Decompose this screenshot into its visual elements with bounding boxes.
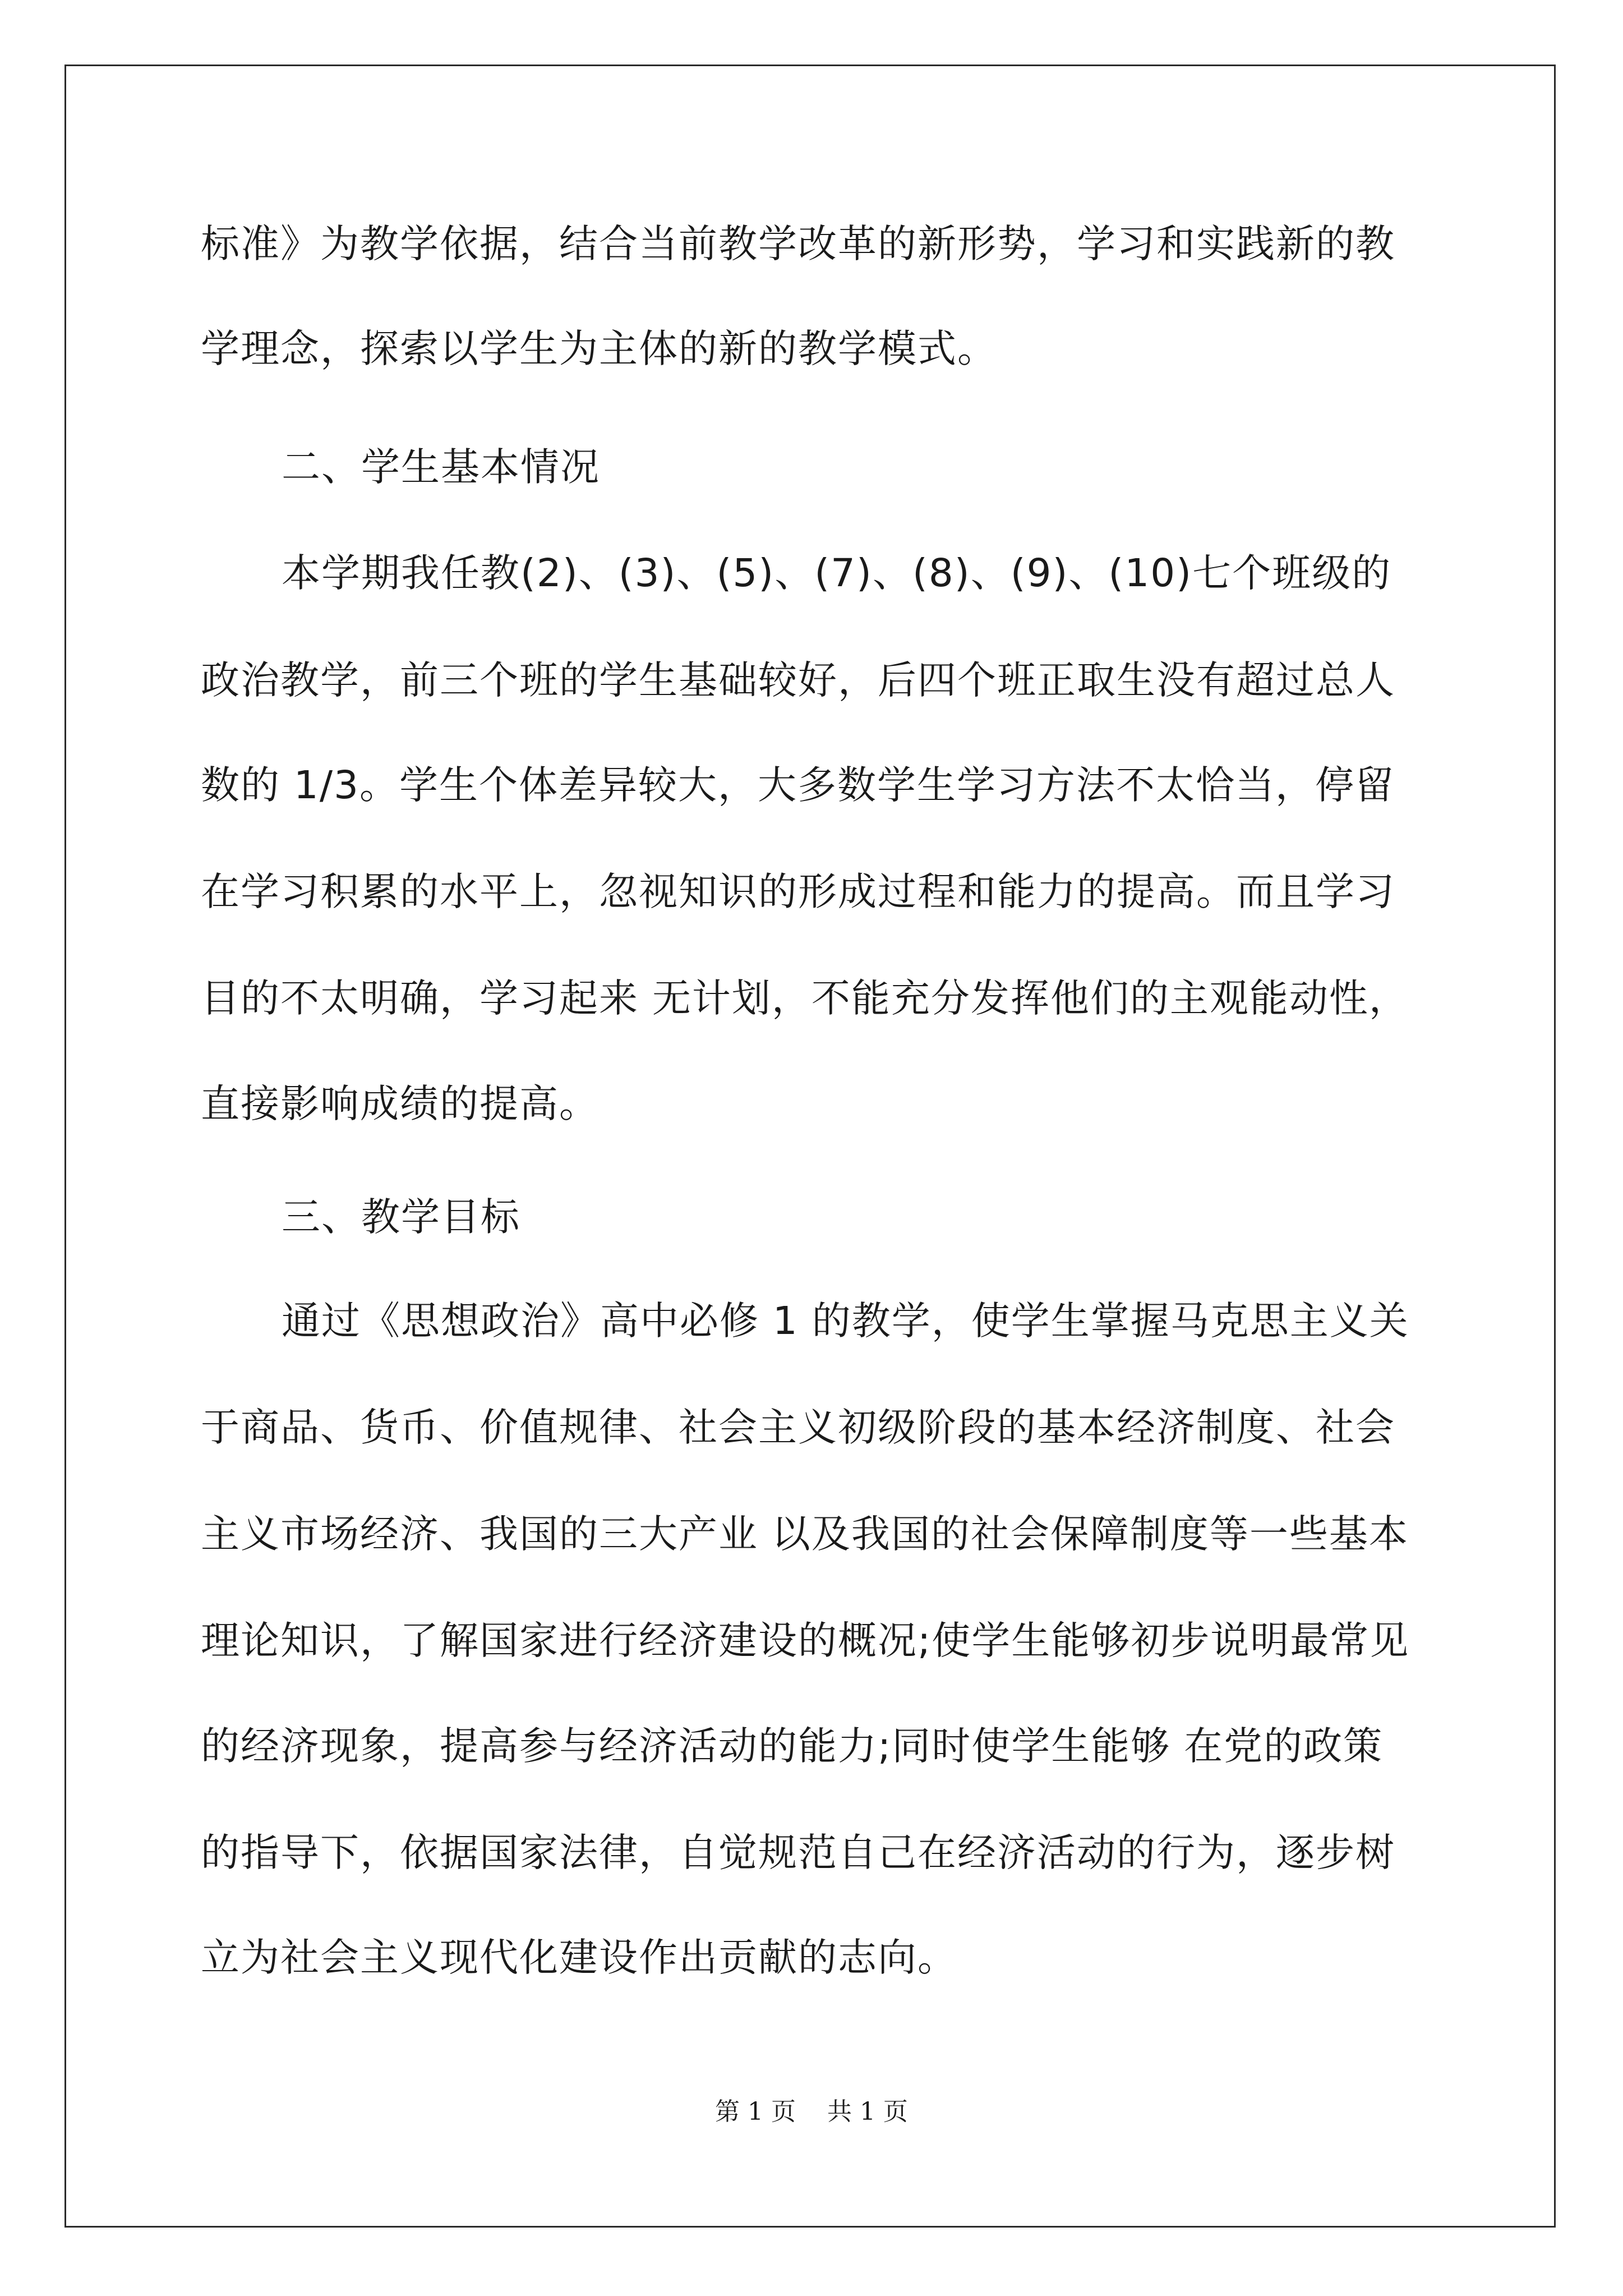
section-heading: 三、教学目标 — [282, 1195, 520, 1240]
body-text-line: 立为社会主义现代化建设作出贡献的志向。 — [201, 1935, 957, 1980]
body-text-line: 于商品、货币、价值规律、社会主义初级阶段的基本经济制度、社会 — [201, 1405, 1395, 1450]
page-number-footer: 第 1 页 共 1 页 — [715, 2097, 908, 2126]
body-text-line: 直接影响成绩的提高。 — [201, 1082, 599, 1126]
section-heading: 二、学生基本情况 — [282, 445, 600, 490]
body-text-line: 学理念，探索以学生为主体的新的教学模式。 — [201, 326, 997, 371]
body-text-line: 的经济现象，提高参与经济活动的能力;同时使学生能够 在党的政策 — [201, 1724, 1384, 1769]
body-text-line: 通过《思想政治》高中必修 1 的教学，使学生掌握马克思主义关 — [282, 1299, 1409, 1343]
body-text-line: 的指导下，依据国家法律，自觉规范自己在经济活动的行为，逐步树 — [201, 1830, 1395, 1875]
body-text-line: 理论知识，了解国家进行经济建设的概况;使学生能够初步说明最常见 — [201, 1618, 1410, 1663]
body-text-line: 政治教学，前三个班的学生基础较好，后四个班正取生没有超过总人 — [201, 658, 1395, 703]
body-text-line: 本学期我任教(2)、(3)、(5)、(7)、(8)、(9)、(10)七个班级的 — [282, 551, 1392, 596]
body-text-line: 目的不太明确，学习起来 无计划，不能充分发挥他们的主观能动性， — [201, 976, 1409, 1021]
page-border — [64, 65, 1556, 2228]
body-text-line: 标准》为教学依据，结合当前教学改革的新形势，学习和实践新的教 — [201, 222, 1395, 266]
body-text-line: 主义市场经济、我国的三大产业 以及我国的社会保障制度等一些基本 — [201, 1512, 1409, 1557]
body-text-line: 在学习积累的水平上，忽视知识的形成过程和能力的提高。而且学习 — [201, 869, 1395, 914]
body-text-line: 数的 1/3。学生个体差异较大，大多数学生学习方法不太恰当，停留 — [201, 763, 1395, 808]
